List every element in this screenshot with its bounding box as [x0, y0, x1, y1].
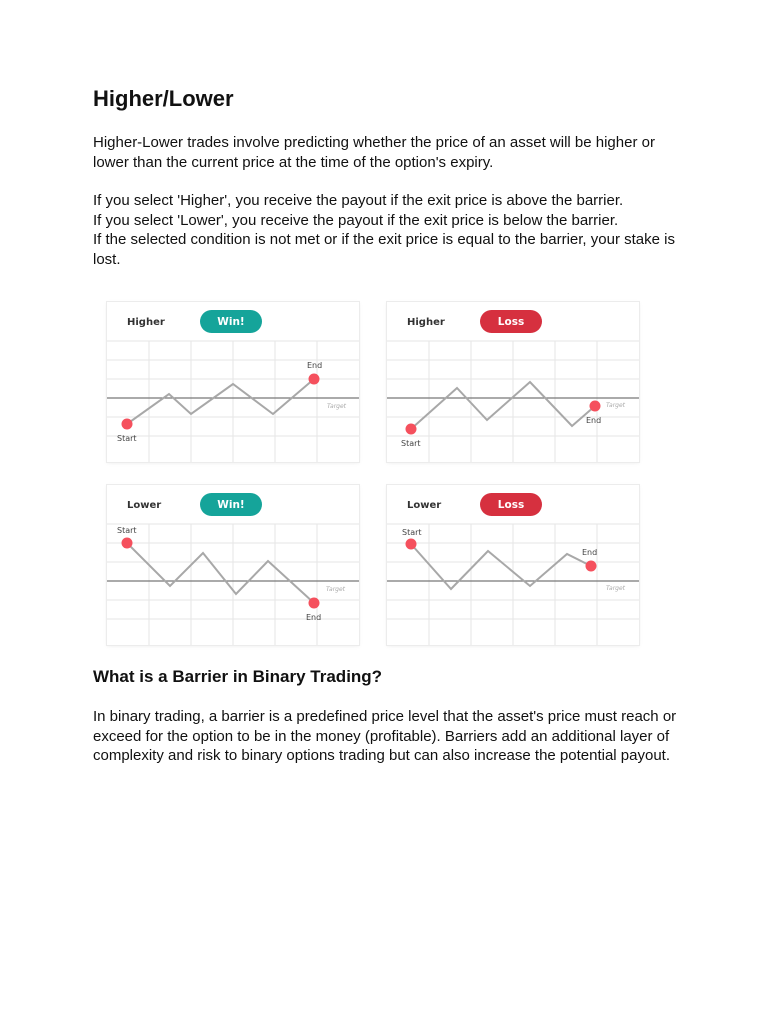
target-label: Target: [606, 585, 626, 592]
rule-lower: If you select 'Lower', you receive the payout if the exit price is below the barrier.: [93, 211, 619, 229]
start-point: [406, 424, 417, 435]
end-point: [309, 598, 320, 609]
intro-paragraph: Higher-Lower trades involve predicting whether the price of an asset will be higher or lower than the current price at the time of the option's expiry.: [93, 134, 655, 171]
chart-grid: [387, 524, 639, 645]
end-label: End: [306, 613, 322, 622]
target-label: Target: [326, 586, 346, 593]
result-pill-text: Win!: [217, 499, 245, 511]
card-higher-win: [107, 302, 359, 462]
target-label: Target: [606, 402, 626, 409]
result-pill-text: Loss: [497, 316, 525, 328]
card-direction-label: Lower: [127, 500, 162, 511]
page-title: Higher/Lower: [93, 86, 234, 111]
start-label: Start: [117, 434, 137, 443]
end-point: [590, 401, 601, 412]
start-point: [122, 419, 133, 430]
target-label: Target: [327, 403, 347, 410]
rules-block: [93, 191, 683, 269]
card-direction-label: Higher: [127, 317, 165, 328]
start-point: [406, 539, 417, 550]
price-path: [411, 544, 591, 589]
end-point: [586, 561, 597, 572]
start-label: Start: [401, 439, 421, 448]
price-path: [127, 543, 314, 603]
card-higher-loss: [387, 302, 639, 462]
end-label: End: [582, 548, 598, 557]
result-pill-text: Loss: [497, 499, 525, 511]
start-label: Start: [402, 528, 422, 537]
card-direction-label: Higher: [407, 317, 445, 328]
card-lower-win: [107, 485, 359, 645]
chart-grid: [387, 341, 639, 462]
end-label: End: [586, 416, 602, 425]
chart-grid: [107, 341, 359, 462]
start-label: Start: [117, 526, 137, 535]
card-direction-label: Lower: [407, 500, 442, 511]
end-point: [309, 374, 320, 385]
barrier-heading: What is a Barrier in Binary Trading?: [93, 667, 383, 686]
barrier-paragraph: In binary trading, a barrier is a predefined price level that the asset's price must reach or exceed for the option to be in the money (profitable). Barriers add an additional layer of complexity and risk to binary options trading but can also increase the potential payout.: [93, 708, 677, 764]
rule-higher: If you select 'Higher', you receive the payout if the exit price is above the barrier.: [93, 192, 624, 209]
price-path: [411, 382, 595, 429]
chart-grid: [107, 524, 359, 645]
card-lower-loss: [387, 485, 639, 645]
end-label: End: [307, 361, 323, 370]
rule-lost: If the selected condition is not met or if the exit price is equal to the barrier, your stake is lost.: [93, 231, 675, 268]
start-point: [122, 538, 133, 549]
result-pill-text: Win!: [217, 316, 245, 328]
